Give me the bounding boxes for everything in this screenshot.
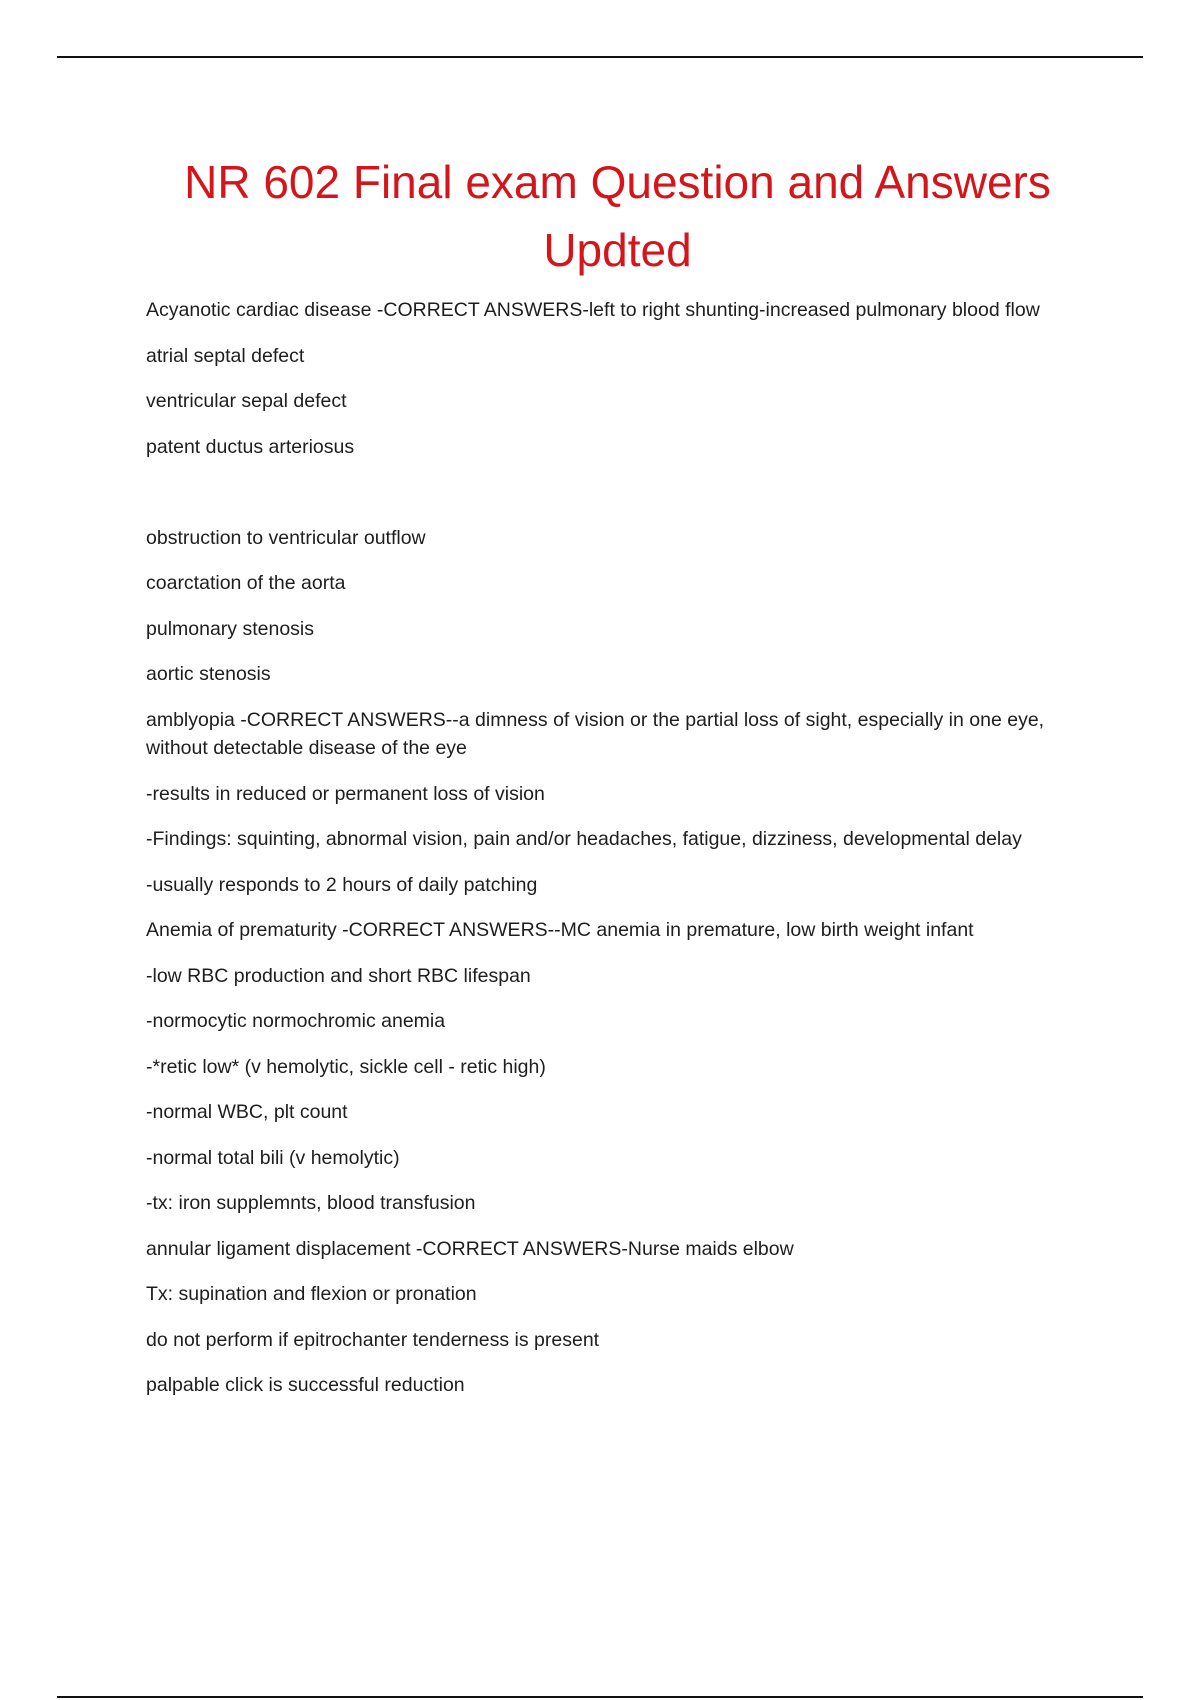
footer-rule (57, 1696, 1143, 1698)
text-line: do not perform if epitrochanter tenderness is present (146, 1329, 600, 1351)
text-line: -Findings: squinting, abnormal vision, pain and/or headaches, fatigue, dizziness, developmental delay (146, 828, 1022, 850)
text-line: -normocytic normochromic anemia (146, 1010, 446, 1032)
text-line: atrial septal defect (146, 345, 305, 367)
text-line: Acyanotic cardiac disease -CORRECT ANSWERS-left to right shunting-increased pulmonary blood flow (146, 299, 1040, 321)
text-line: aortic stenosis (146, 663, 271, 685)
text-line: -normal total bili (v hemolytic) (146, 1147, 400, 1169)
text-line: ventricular sepal defect (146, 390, 347, 412)
text-line: obstruction to ventricular outflow (146, 527, 426, 549)
text-line: -low RBC production and short RBC lifespan (146, 965, 531, 987)
text-line: pulmonary stenosis (146, 618, 314, 640)
text-line: coarctation of the aorta (146, 572, 346, 594)
text-line: Anemia of prematurity -CORRECT ANSWERS--MC anemia in premature, low birth weight infant (146, 919, 974, 941)
text-line: -tx: iron supplemnts, blood transfusion (146, 1192, 476, 1214)
text-line: amblyopia -CORRECT ANSWERS--a dimness of vision or the partial loss of sight, especially in one eye, without detectable disease of the eye (146, 709, 1045, 759)
text-line: -normal WBC, plt count (146, 1101, 348, 1123)
text-line: annular ligament displacement -CORRECT ANSWERS-Nurse maids elbow (146, 1238, 794, 1260)
document-title: NR 602 Final exam Question and Answers Updted (184, 156, 1051, 276)
text-line: palpable click is successful reduction (146, 1374, 465, 1396)
text-line: -results in reduced or permanent loss of vision (146, 783, 545, 805)
text-line: patent ductus arteriosus (146, 436, 355, 458)
text-line: Tx: supination and flexion or pronation (146, 1283, 477, 1305)
header-rule (57, 56, 1143, 58)
text-line: -usually responds to 2 hours of daily patching (146, 874, 538, 896)
text-line: -*retic low* (v hemolytic, sickle cell - retic high) (146, 1056, 546, 1078)
